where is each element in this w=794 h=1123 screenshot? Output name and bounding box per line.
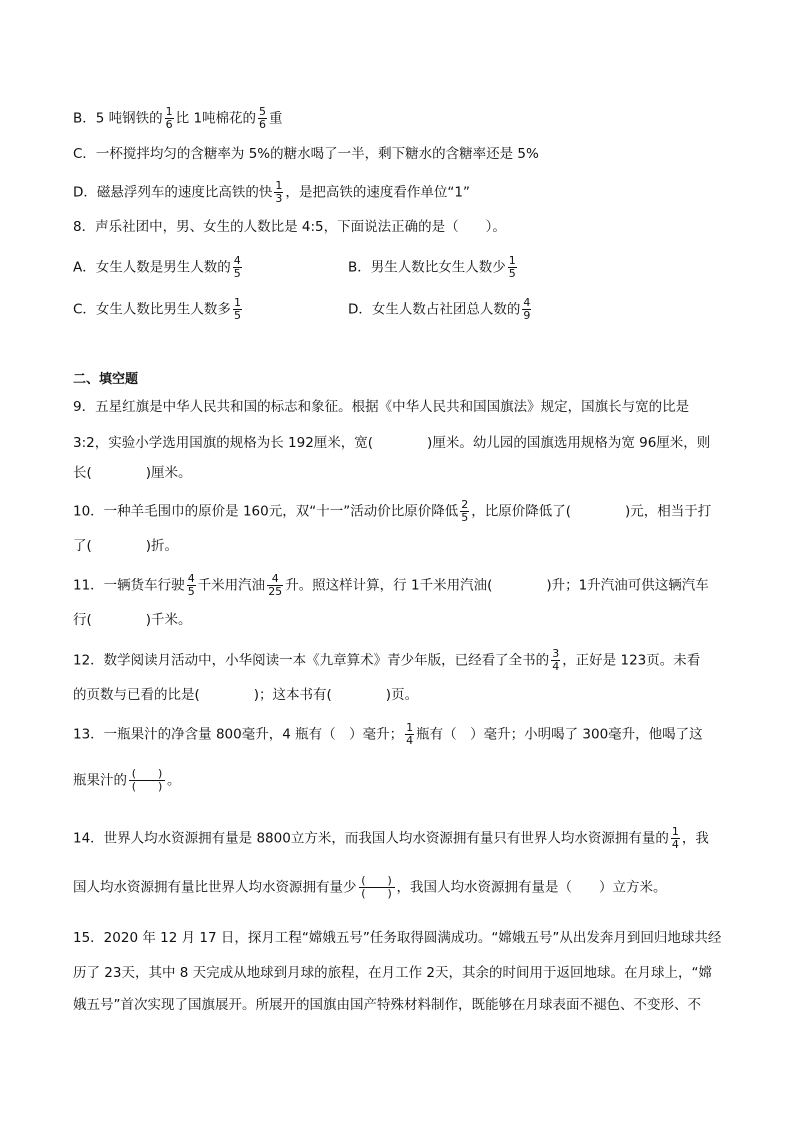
- fraction: $\frac{3}{4}$: [552, 647, 560, 673]
- question-14-line2: 国人均水资源拥有量比世界人均水资源拥有量少 $\frac{( )}{( )}$ ，我国人均水资源拥有量是（ ）立方米。: [73, 874, 667, 900]
- fraction: $\frac{2}{5}$: [461, 498, 469, 524]
- question-9-line2: 3:2，实验小学选用国旗的规格为长 192厘米，宽( )厘米。幼儿园的国旗选用规格为宽 96厘米，则: [73, 435, 711, 451]
- fraction: $\frac{1}{4}$: [406, 721, 414, 747]
- question-13-line1: 13．一瓶果汁的净含量 800毫升，4 瓶有（ ）毫升； $\frac{1}{4}$ 瓶有（ ）毫升；小明喝了 300毫升，他喝了这: [73, 721, 703, 747]
- answer-fraction-blank[interactable]: $\frac{( )}{( )}$: [359, 875, 395, 900]
- question-13-line2: 瓶果汁的 $\frac{( )}{( )}$ 。: [73, 767, 181, 793]
- fraction: $\frac{4}{5}$: [187, 572, 195, 598]
- question-11-line2: 行( )千米。: [73, 612, 192, 628]
- fraction: $\frac{4}{25}$: [268, 572, 283, 598]
- question-12-line2: 的页数与已看的比是( )；这本书有( )页。: [73, 687, 419, 703]
- fraction: $\frac{1}{5}$: [508, 254, 516, 280]
- question-9-line1: 9．五星红旗是中华人民共和国的标志和象征。根据《中华人民共和国国旗法》规定，国旗长与宽的比是: [73, 399, 690, 415]
- section-heading: 二、填空题: [73, 372, 139, 387]
- option-8c: C．女生人数比男生人数多 $\frac{1}{5}$: [73, 296, 241, 322]
- fraction: $\frac{1}{5}$: [233, 296, 241, 322]
- question-9-line3: 长( )厘米。: [73, 465, 192, 481]
- option-7b: B．5 吨钢铁的 $\frac{1}{6}$ 比 1吨棉花的 $\frac{5}{6}$ 重: [73, 105, 283, 131]
- fraction: $\frac{4}{5}$: [233, 254, 241, 280]
- question-11-line1: 11．一辆货车行驶 $\frac{4}{5}$ 千米用汽油 $\frac{4}{25}$ 升。照这样计算，行 1千米用汽油( )升；1升汽油可供这辆汽车: [73, 572, 709, 598]
- fraction: $\frac{1}{4}$: [671, 825, 679, 851]
- question-14-line1: 14．世界人均水资源拥有量是 8800立方米，而我国人均水资源拥有量只有世界人均水资源拥有量的 $\frac{1}{4}$ ，我: [73, 825, 709, 851]
- fraction: $\frac{1}{3}$: [275, 179, 283, 205]
- fraction: $\frac{4}{9}$: [523, 296, 531, 322]
- question-15-line1: 15．2020 年 12 月 17 日，探月工程“嫦娥五号”任务取得圆满成功。“嫦娥五号”从出发奔月到回归地球共经: [73, 930, 722, 946]
- option-7c: C．一杯搅拌均匀的含糖率为 5%的糖水喝了一半，剩下糖水的含糖率还是 5%: [73, 146, 539, 162]
- question-10-line2: 了( )折。: [73, 538, 179, 554]
- option-7d: D．磁悬浮列车的速度比高铁的快 $\frac{1}{3}$ ，是把高铁的速度看作单位“1”: [73, 179, 470, 205]
- option-8a: A．女生人数是男生人数的 $\frac{4}{5}$: [73, 254, 241, 280]
- answer-fraction-blank[interactable]: $\frac{( )}{( )}$: [129, 768, 165, 793]
- fraction: $\frac{5}{6}$: [259, 105, 267, 131]
- question-10-line1: 10．一种羊毛围巾的原价是 160元，双“十一”活动价比原价降低 $\frac{2}{5}$ ，比原价降低了( )元，相当于打: [73, 498, 712, 524]
- option-8b: B．男生人数比女生人数少 $\frac{1}{5}$: [348, 254, 516, 280]
- question-15-line2: 历了 23天，其中 8 天完成从地球到月球的旅程，在月工作 2天，其余的时间用于返回地球。在月球上，“嫦: [73, 965, 713, 981]
- question-15-line3: 娥五号”首次实现了国旗展开。所展开的国旗由国产特殊材料制作，既能够在月球表面不褪色、不变形、不: [73, 997, 701, 1013]
- question-12-line1: 12．数学阅读月活动中，小华阅读一本《九章算术》青少年版，已经看了全书的 $\frac{3}{4}$ ，正好是 123页。未看: [73, 647, 701, 673]
- fraction: $\frac{1}{6}$: [165, 105, 173, 131]
- question-8-stem: 8．声乐社团中，男、女生的人数比是 4:5，下面说法正确的是（ ）。: [73, 219, 506, 235]
- option-8d: D．女生人数占社团总人数的 $\frac{4}{9}$: [348, 296, 531, 322]
